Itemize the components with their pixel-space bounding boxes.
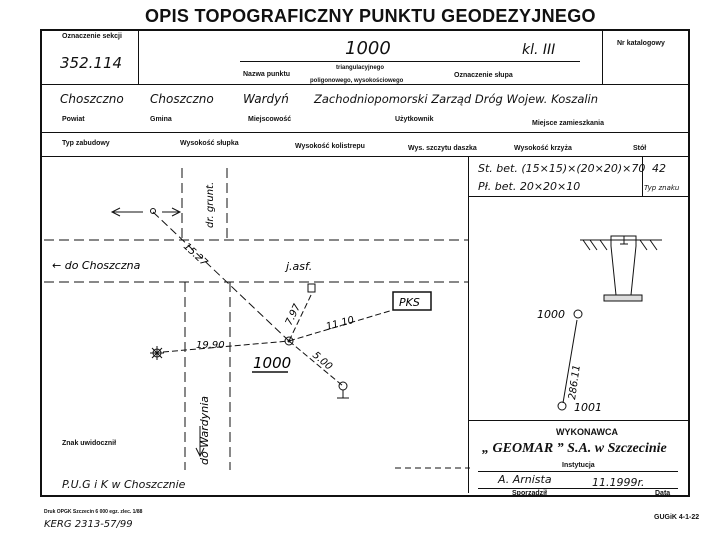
wys-kolistrepu-label: Wysokość kolistrepu (295, 143, 365, 150)
znak-line-2: Pł. bet. 20×20×10 (478, 180, 581, 193)
baseline-point (574, 310, 582, 318)
point-label: 1000 (253, 354, 292, 372)
distance-label: 7.97 (283, 302, 304, 328)
road-down-label: do Wardynia (198, 395, 211, 465)
baseline-point (558, 402, 566, 410)
gmina-label: Gmina (150, 116, 172, 123)
pole-marker (339, 382, 347, 390)
page-title: OPIS TOPOGRAFICZNY PUNKTU GEODEZYJNEGO (145, 6, 596, 26)
wykonawca-firm: „ GEOMAR ” S.A. w Szczecinie (482, 441, 667, 456)
section-label: Oznaczenie sekcji (62, 33, 122, 40)
distance-label: 5.00 (310, 349, 335, 373)
form-number: GUGiK 4-1-22 (654, 514, 700, 521)
gmina-value: Choszczno (150, 92, 214, 106)
pks-label: PKS (399, 296, 420, 309)
uzytkownik-label: Użytkownik (395, 116, 434, 123)
point-type: triangulacyjnego (336, 65, 385, 71)
baseline-p1: 1000 (537, 308, 565, 321)
divider (478, 471, 678, 472)
powiat-label: Powiat (62, 116, 85, 123)
offset-line (153, 212, 289, 341)
offset-line (163, 341, 289, 352)
sporzadzil-label: Sporządził (512, 490, 548, 497)
znak-line-1: St. bet. (15×15)×(20×20)×70 (478, 162, 646, 175)
point-center (288, 340, 290, 342)
miejscowosc-label: Miejscowość (248, 116, 292, 123)
znak-number: 42 (652, 162, 666, 175)
znak-uwidocznil-value: P.U.G i K w Choszcznie (62, 478, 186, 491)
typ-zabudowy-label: Typ zabudowy (62, 140, 110, 147)
kerg-number: KERG 2313-57/99 (44, 519, 133, 530)
wys-slupka-label: Wysokość słupka (180, 140, 239, 147)
pillar-label: Oznaczenie słupa (454, 72, 513, 79)
wykonawca-label: WYKONAWCA (556, 427, 618, 437)
print-info: Druk OPGK Szczecin 6 000 egz. zlec. 1/88 (44, 509, 143, 515)
distance-label: 15.27 (180, 241, 210, 269)
catalog-label: Nr katalogowy (617, 40, 665, 47)
baseline-distance: 286.11 (567, 364, 583, 401)
sporzadzil-value: A. Arnista (498, 473, 552, 486)
section-number: 352.114 (60, 54, 123, 72)
ditch-label: dr. grunt. (205, 181, 216, 228)
uzytkownik-value: Zachodniopomorski Zarząd Dróg Wojew. Koszalin (314, 92, 599, 106)
miejscowosc-value: Wardyń (243, 92, 289, 106)
znak-uwidocznil-label: Znak uwidocznił (62, 440, 117, 447)
znak-type-label: Typ znaku (644, 184, 680, 192)
stol-label: Stół (633, 145, 647, 152)
divider (468, 420, 688, 421)
post-marker (308, 284, 315, 292)
offset-line (289, 341, 343, 386)
reference-mark (151, 209, 156, 214)
point-type-2: poligonowego, wysokościowego (310, 78, 404, 84)
point-class: kl. III (522, 42, 556, 58)
distance-label: 11.10 (324, 314, 356, 333)
powiat-value: Choszczno (60, 92, 124, 106)
wys-szczytu-label: Wys. szczytu daszka (408, 145, 477, 152)
data-value: 11.1999r. (592, 476, 645, 489)
point-name: 1000 (345, 38, 391, 59)
point-name-label: Nazwa punktu (243, 71, 291, 78)
divider (478, 488, 678, 489)
instytucja-label: Instytucja (562, 462, 595, 469)
road-left-label: ← do Choszczna (52, 259, 141, 272)
wys-krzyza-label: Wysokość krzyża (514, 145, 572, 152)
asphalt-label: j.asf. (286, 260, 313, 273)
miejsce-label: Miejsce zamieszkania (532, 120, 604, 127)
data-label: Data (655, 490, 671, 497)
distance-label: 19.90 (196, 340, 225, 351)
baseline-p2: 1001 (574, 401, 602, 414)
